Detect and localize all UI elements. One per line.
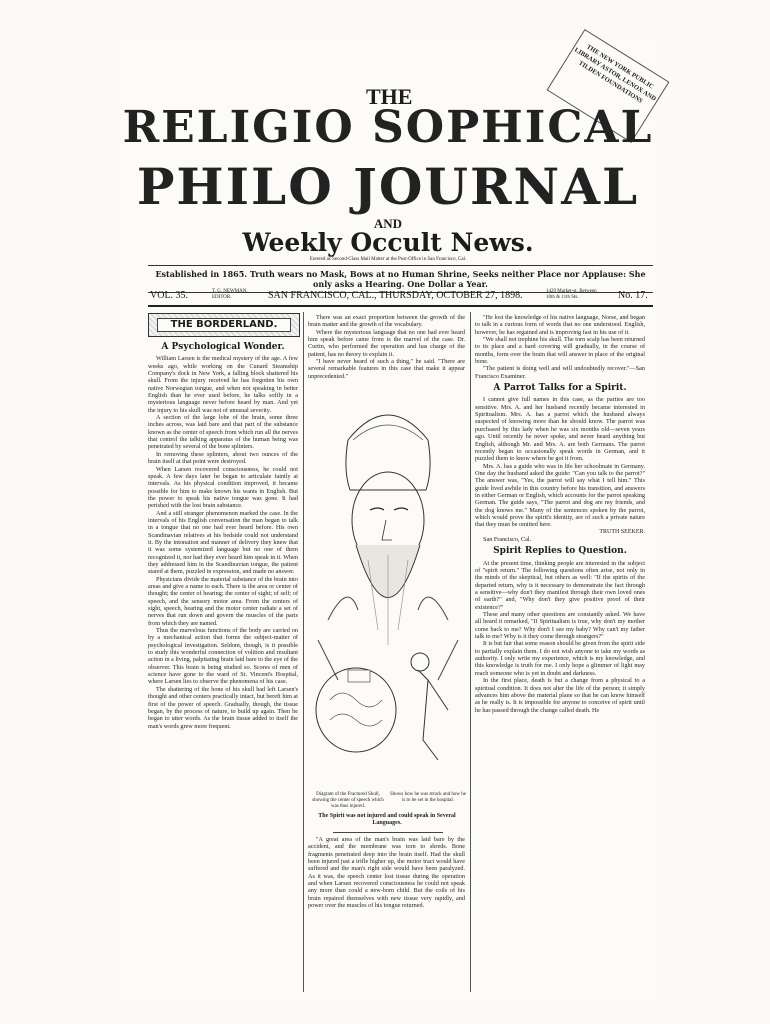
paragraph: William Larsen is the medical mystery of the age. A few weeks ago, while working on the Cunard Steamship Company's dock in New York, a falling block shattered his skull. From the injury received he has forgotten his own native Norwegian tongue, and when not speaking in better English than he ever used before, he talks softly in a mysterious language never before heard by man. And yet the injury to his skull was not of unusual severity.	[148, 355, 298, 414]
masthead-line-1: RELIGIO SOPHICAL	[122, 102, 654, 153]
section-title: THE BORDERLAND.	[157, 318, 291, 332]
masthead-motto: Established in 1865. Truth wears no Mask, Bows at no Human Shrine, Seeks neither Place nor Applause: She only asks a Hearing. One Dollar a Year.	[148, 265, 653, 293]
portrait-illustration	[308, 380, 468, 790]
paragraph: Where the mysterious language that no one had ever heard him speak before came from is the marvel of the case. Dr. Curtin, who performed the operation and has charge of the patient, has no theory to explain it.	[308, 328, 465, 358]
paragraph: Physicians divide the material substance of the brain into areas and give a name to each. There is the area or center of thought; the center of hearing; the center of sight; of self; of speech, and the sensory motor area. From the centers of sight, speech, hearing and the motor center radiate a set of nerves that run down and govern the muscles of the parts from which they are named.	[148, 575, 298, 627]
paragraph: A section of the large lobe of the brain, some three inches across, was laid bare and that part of the substance known as the center of speech from which run all the nerves that control the talking apparatus of the human being was penetrated by several of the bone splinters.	[148, 414, 298, 451]
volume-bar	[148, 287, 653, 307]
paragraph: "I have never heard of such a thing," he said. "There are several remarkable features in this case that make it appear unprecedented."	[308, 358, 465, 380]
section-banner	[148, 313, 300, 337]
paragraph: "He lost the knowledge of his native language, Norse, and began to talk in a curious form of words that no one understood. English, however, he has regained and is improving fast in his use of it.	[475, 314, 645, 336]
paragraph: "The patient is doing well and will undoubtedly recover."—San Francisco Examiner.	[475, 365, 645, 380]
paragraph: "We shall not trephine his skull. The torn scalp has been returned to its place and a hard covering will gradually, in the course of months, form over the brain that will answer in place of the original bone.	[475, 336, 645, 366]
office-address: 1429 Market-st. Between 10th & 11th Sts.	[546, 289, 597, 300]
paragraph: At the present time, thinking people are interested in the subject of "spirit return." The following questions often arise, not only in the minds of the skeptical, but others as well: "If the spirits of the departed return, why is it necessary to demonstrate the fact through a sensitive—why don't they manifest through their own loved ones of earth?" and, "Why don't they give positive proof of their existence?"	[475, 559, 645, 611]
editor-credit: T. G. NEWMAN, EDITOR.	[212, 289, 248, 300]
paragraph: There was an exact proportion between the growth of the brain matter and the growth of the vocabulary.	[308, 314, 465, 329]
article-heading-parrot: A Parrot Talks for a Spirit.	[493, 383, 627, 394]
column-divider-1	[303, 312, 304, 992]
paragraph: These and many other questions are constantly asked. We have all heard it remarked, "If Spiritualism is true, why don't my mother come back to me? Why don't I see my baby? Why can't my father talk to me? Why is it they come through strangers?"	[475, 611, 645, 641]
column-2-bottom	[308, 836, 465, 909]
place-line: San Francisco, Cal.	[483, 535, 532, 543]
masthead-and: AND	[373, 216, 403, 231]
article-heading-spirit: Spirit Replies to Question.	[493, 546, 627, 557]
column-divider-2	[470, 312, 471, 992]
article-heading: A Psychological Wonder.	[161, 342, 285, 352]
paragraph: It is but fair that some reason should be given from the spirit side to partially explain them. I do not wish anyone to take my words as authority. I only write my experience, which is my knowledge, and this knowledge is truth for me. I only hope a glimmer of light may reach someone who is yet in doubt and darkness.	[475, 640, 645, 677]
divider	[333, 832, 443, 833]
paragraph: Thus the marvelous functions of the body are carried on by a mechanical action that forms the subject-matter of psychological investigation. Seldom, though, is it possible to study this wonderful connection of volition and resultant action in a living, palpitating brain laid bare to the eye of the observer. This brain is being studied so. Scores of men of science have gone to the ward of St. Vincent's Hospital, where Larsen lies to observe the phenomena of his case.	[148, 627, 298, 686]
stamp-text: THE NEW YORK PUBLIC LIBRARY ASTOR, LENOX AND TILDEN FOUNDATIONS	[573, 43, 658, 105]
signature: TRUTH SEEKER.	[599, 528, 645, 535]
volume-number: VOL. 35.	[150, 290, 189, 301]
masthead-the: THE	[366, 84, 413, 109]
column-2-top	[308, 314, 465, 380]
paragraph: And a still stranger phenomenon marked the case. In the intervals of his English conversation the man began to talk in a tongue that no one had ever heard before. His own Scandinavian relatives at his bedside could not understand it. By the intonation and manner of delivery they knew that it was some systemized language but no one of them recognized it, nor had they ever heard him speak in it. When they addressed him in the Scandinavian tongue, the patient stared at them, puzzled in expression, and made no answer.	[148, 509, 298, 576]
entered-notice: Entered as Second-Class Mail Matter at the Post-Office in San Francisco, Cal.	[309, 257, 467, 262]
paragraph: When Larsen recovered consciousness, he could not speak. A few days later he began to articulate faintly at intervals. As his physical condition improved, it became possible for him to make known his wants in English. But the power to speak his native tongue was gone. It had perished with the lost brain substance.	[148, 465, 298, 510]
paragraph: The shattering of the bone of his skull had left Larsen's thought and other centers practically intact, but bereft him at first of the power of speech. Gradually, though, the tissue began, by the process of nature, to build up again. Then he began to utter words. As the brain tissue added to itself the man's words grew more frequent.	[148, 685, 298, 730]
dateline: SAN FRANCISCO, CAL., THURSDAY, OCTOBER 27, 1898.	[268, 290, 523, 301]
caption-right: Shows how he was struck and how he is to be set in the hospital.	[390, 792, 466, 803]
newspaper-page	[118, 40, 658, 1002]
paragraph: Mrs. A. has a guide who was in life her schoolmate in Germany. One day the husband asked the guide: "Can you talk to the parrot?" The answer was, "Yes, the parrot will say what I tell him." This guide lived awhile in this country before his transition, and answers in either German or English, which accounts for the parrot speaking German. The guide says, "The parrot and dog are my friends, and the dog knows me." Many of the sentences spoken by the parrot, which would prove the spirit's identity, are of such a private nature that they must be omitted here.	[475, 462, 645, 529]
masthead-line-2: PHILO JOURNAL	[136, 157, 640, 216]
masthead-subtitle: Weekly Occult News.	[242, 228, 534, 257]
illustration-caption: The Spirit was not injured and could speak in Several Languages.	[318, 813, 456, 826]
column-1	[148, 339, 298, 730]
paragraph: I cannot give full names in this case, as the parties are too sensitive. Mrs. A. and her husband recently became interested in Spiritualism. Mrs. A. has a parrot which the husband always suspected of knowing more than he should know. The parrot was purchased by this lady when he was six months old—seven years ago. Until recently he never spoke, and never heard anything but English, although Mr. and Mrs. A. are both Germans. The parrot recently began to occasionally speak words in German, and it puzzled them to know where he got it from.	[475, 396, 645, 463]
column-3	[475, 314, 645, 714]
issue-number: No. 17.	[618, 290, 648, 301]
paragraph: In removing these splinters, about two ounces of the brain itself at that point were destroyed.	[148, 450, 298, 466]
paragraph: In the first place, death is but a change from a physical to a spiritual condition. It does not alter the life of the person; it simply advances him above the material plane so that he can know himself as he really is. It is impossible for anyone to conceive of spirit until he has passed through the change called death. He	[475, 677, 645, 714]
caption-left: Diagram of the Fractured Skull, showing the center of speech which was thus injured.	[312, 792, 384, 809]
paragraph: "A great area of the man's brain was laid bare by the accident, and the membrane was torn to shreds. Bone fragments penetrated deep into the brain itself. Had the skull been injured just a trifle higher up, the motor tract would have suffered and the man's right side would have been paralyzed. As it was, the speech center lost tissue during the operation and when Larsen recovered consciousness he could not speak any more than could a new-born child. But the coils of his brain repaired themselves with new tissue very rapidly, and power over the muscles of his tongue returned.	[308, 836, 465, 910]
